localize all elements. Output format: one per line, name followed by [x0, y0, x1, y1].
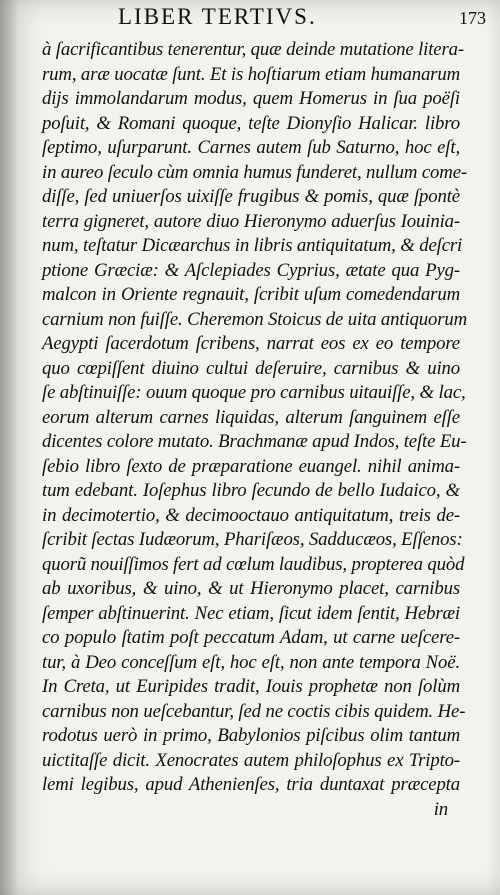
- text-line: in decimotertio, & decimooctauo antiquitatum, treis de-: [42, 504, 460, 526]
- text-line: carnium non fuiſſe. Cheremon Stoicus de uita antiquorum: [42, 308, 468, 330]
- text-line: ab uxoribus, & uino, & ut Hieronymo placet, carnibus: [42, 578, 460, 599]
- running-head: LIBER TERTIVS.: [118, 4, 317, 29]
- gutter-shadow: [0, 0, 18, 895]
- text-line: quo cœpiſſent diuino cultui deſeruire, carnibus & uino: [42, 357, 460, 379]
- text-line: diſſe, ſed uniuerſos uixiſſe frugibus & pomis, quæ ſpontè: [42, 186, 460, 207]
- body-text: [42, 38, 468, 822]
- text-line: num, teſtatur Dicæarchus in libris antiquitatum, & deſcri: [42, 235, 463, 256]
- text-line: rum, aræ uocatæ ſunt. Et is hoſtiarum etiam humanarum: [42, 63, 460, 85]
- page-header: [0, 3, 500, 37]
- text-line: uictitaſſe dicit. Xenocrates autem philoſophus ex Tripto-: [42, 749, 460, 771]
- text-line: ſebio libro ſexto de præparatione euangel. nihil anima-: [42, 455, 460, 477]
- text-line: malcon in Oriente regnauit, ſcribit uſum comedendarum: [42, 284, 460, 305]
- text-line: ptione Græciæ: & Aſclepiades Cyprius, ætate qua Pyg-: [42, 259, 460, 281]
- text-line: lemi legibus, apud Athenienſes, tria duntaxat præcepta: [42, 774, 460, 795]
- text-line: In Creta, ut Euripides tradit, Iouis prophetæ non ſolùm: [42, 676, 460, 697]
- text-line: eorum alterum carnes liquidas, alterum ſanguinem eſſe: [42, 406, 460, 428]
- text-line: carnibus non ueſcebantur, ſed ne coctis cibis quidem. He-: [42, 700, 466, 722]
- text-line: poſuit, & Romani quoque, teſte Dionyſio Halicar. libro: [42, 112, 460, 134]
- text-line: ſe abſtinuiſſe: ouum quoque pro carnibus uitauiſſe, & lac,: [42, 382, 466, 403]
- text-line: dicentes colore mutato. Brachmanæ apud Indos, teſte Eu-: [42, 431, 467, 452]
- text-line: à ſacrificantibus tenerentur, quæ deinde mutatione litera-: [42, 39, 464, 60]
- text-line: dijs immolandarum modus, quem Homerus in ſua poëſi: [42, 88, 460, 109]
- text-line: ſeptimo, uſurparunt. Carnes autem ſub Saturno, hoc eſt,: [42, 137, 460, 158]
- page-number: 173: [459, 8, 486, 28]
- text-line: ſcribit ſectas Iudæorum, Phariſæos, Sadducæos, Eſſenos:: [42, 529, 463, 550]
- text-line: ſemper abſtinuerint. Nec etiam, ſicut idem ſentit, Hebræi: [42, 602, 460, 624]
- catchword: in: [433, 798, 448, 820]
- text-line: co populo ſtatim poſt peccatum Adam, ut carne ueſcere-: [42, 627, 460, 648]
- text-line: in aureo ſeculo cùm omnia humus funderet, nullum come-: [42, 161, 468, 183]
- text-line: quorũ nouiſſimos fert ad cœlum laudibus, propterea quòd: [42, 553, 465, 575]
- text-line: tur, à Deo conceſſum eſt, hoc eſt, non ante tempora Noë.: [42, 651, 460, 673]
- text-line: Aegypti ſacerdotum ſcribens, narrat eos ex eo tempore: [42, 333, 460, 354]
- text-line: rodotus uerò in primo, Babylonios piſcibus olim tantum: [42, 725, 460, 746]
- text-line: tum edebant. Ioſephus libro ſecundo de bello Iudaico, &: [42, 480, 460, 501]
- text-line: terra gigneret, autore diuo Hieronymo aduerſus Iouinia-: [42, 210, 460, 232]
